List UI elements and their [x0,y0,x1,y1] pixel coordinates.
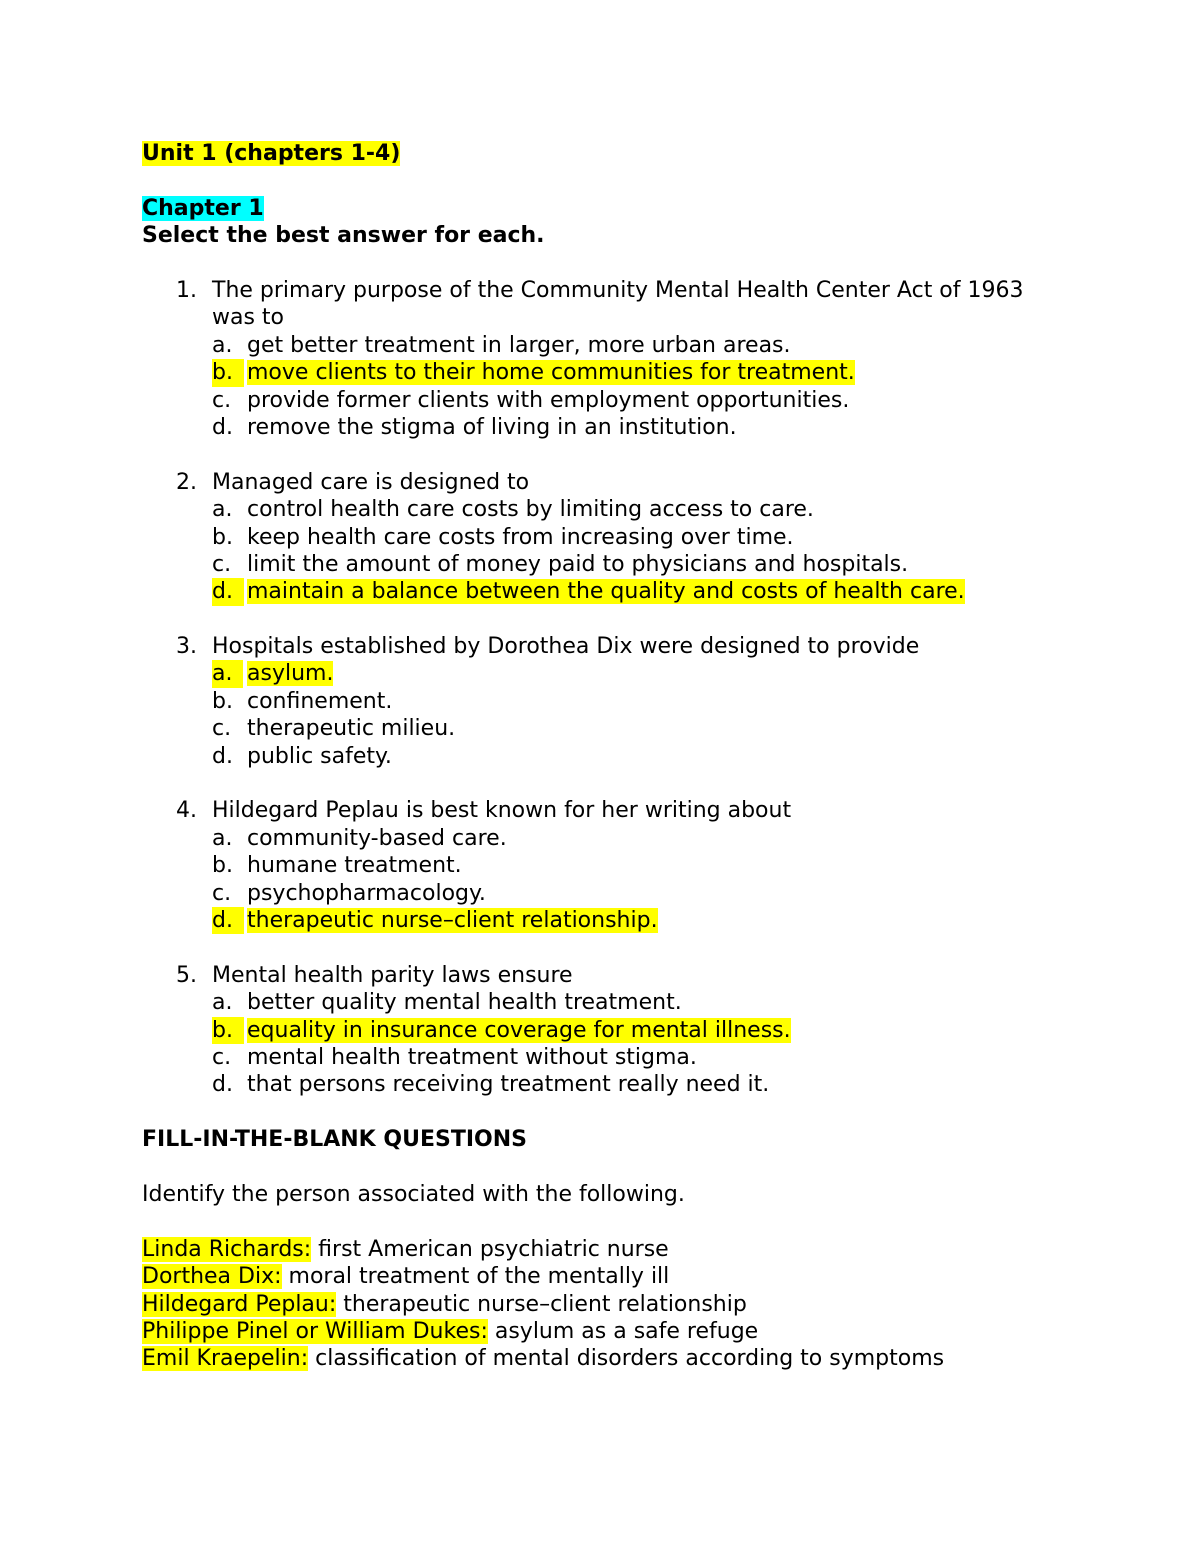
option-c [212,1044,1042,1071]
question-number: 4. [176,798,197,824]
person-name: Emil Kraepelin: [142,1346,309,1372]
option-letter: b. [212,853,233,879]
option-text: asylum. [247,661,334,687]
question-number: 5. [176,962,197,988]
person-name: Dorthea Dix: [142,1264,282,1290]
question-5 [142,962,1042,1099]
option-text: keep health care costs from increasing over time. [247,524,794,550]
option-text: maintain a balance between the quality and costs of health care. [247,579,965,605]
option-b-answer [212,1017,1042,1044]
question-text: Hospitals established by Dorothea Dix were designed to provide [212,634,920,660]
option-letter: c. [212,387,232,413]
option-letter: c. [212,716,232,742]
fill-in-heading: FILL-IN-THE-BLANK QUESTIONS [142,1127,527,1153]
option-letter: b. [212,688,233,714]
option-a [212,332,1042,359]
option-text: better quality mental health treatment. [247,990,682,1016]
option-letter: a. [212,660,243,687]
question-3 [142,633,1042,770]
question-text: Managed care is designed to [212,469,530,495]
option-b-answer [212,359,1042,386]
option-letter: c. [212,880,232,906]
option-text: psychopharmacology. [247,880,486,906]
option-d-answer [212,578,1042,605]
question-number: 3. [176,634,197,660]
option-a [212,989,1042,1016]
option-b [212,852,1042,879]
option-letter: b. [212,1017,244,1044]
chapter-title [142,195,1042,222]
option-text: confinement. [247,688,393,714]
option-letter: a. [212,497,233,523]
fill-in-answer [142,1291,1042,1318]
option-a-answer [212,660,1042,687]
person-description: asylum as a safe refuge [487,1318,759,1344]
person-description: moral treatment of the mentally ill [281,1264,670,1290]
option-c [212,880,1042,907]
document-page [142,140,1042,1373]
question-number: 1. [176,277,197,303]
question-1 [142,277,1042,441]
chapter-title-text: Chapter 1 [142,195,264,221]
unit-title-text: Unit 1 (chapters 1-4) [142,141,401,166]
option-letter: d. [212,578,244,605]
option-text: public safety. [247,743,392,769]
option-d-answer [212,907,1042,934]
fill-in-answer [142,1345,1042,1372]
option-a [212,825,1042,852]
option-c [212,387,1042,414]
question-text: Hildegard Peplau is best known for her writing about [212,798,792,824]
question-text: Mental health parity laws ensure [212,962,573,988]
option-text: that persons receiving treatment really need it. [247,1072,770,1098]
person-name: Philippe Pinel or William Dukes: [142,1318,488,1344]
option-d [212,414,1042,441]
option-d [212,743,1042,770]
option-letter: d. [212,743,233,769]
unit-title [142,140,1042,167]
person-name: Linda Richards: [142,1236,312,1262]
option-text: mental health treatment without stigma. [247,1044,697,1070]
option-letter: d. [212,414,233,440]
option-letter: c. [212,1044,232,1070]
option-c [212,715,1042,742]
person-description: first American psychiatric nurse [311,1236,669,1262]
option-text: community-based care. [247,825,507,851]
option-letter: a. [212,825,233,851]
person-description: therapeutic nurse–client relationship [336,1291,747,1317]
person-name: Hildegard Peplau: [142,1291,337,1317]
option-text: move clients to their home communities for treatment. [247,360,855,386]
fill-in-answer [142,1236,1042,1263]
option-b [212,688,1042,715]
option-letter: b. [212,359,244,386]
option-text: provide former clients with employment opportunities. [247,387,850,413]
option-b [212,524,1042,551]
option-text: get better treatment in larger, more urban areas. [247,332,791,358]
option-letter: a. [212,332,233,358]
option-a [212,496,1042,523]
fill-in-answer [142,1263,1042,1290]
question-4 [142,797,1042,934]
fill-in-instructions: Identify the person associated with the following. [142,1181,685,1207]
option-d [212,1071,1042,1098]
fill-in-answer [142,1318,1042,1345]
option-text: humane treatment. [247,853,462,879]
option-text: therapeutic milieu. [247,716,456,742]
question-number: 2. [176,469,197,495]
option-letter: a. [212,990,233,1016]
question-text: The primary purpose of the Community Mental Health Center Act of 1963 was to [212,277,1024,331]
instructions: Select the best answer for each. [142,223,545,249]
option-letter: d. [212,907,244,934]
option-text: therapeutic nurse–client relationship. [247,908,658,934]
option-letter: d. [212,1072,233,1098]
option-c [212,551,1042,578]
question-2 [142,469,1042,606]
option-letter: c. [212,551,232,577]
option-text: equality in insurance coverage for mental illness. [247,1017,791,1043]
person-description: classification of mental disorders according to symptoms [308,1346,945,1372]
option-letter: b. [212,524,233,550]
option-text: control health care costs by limiting access to care. [247,497,814,523]
option-text: limit the amount of money paid to physicians and hospitals. [247,551,909,577]
option-text: remove the stigma of living in an institution. [247,414,737,440]
